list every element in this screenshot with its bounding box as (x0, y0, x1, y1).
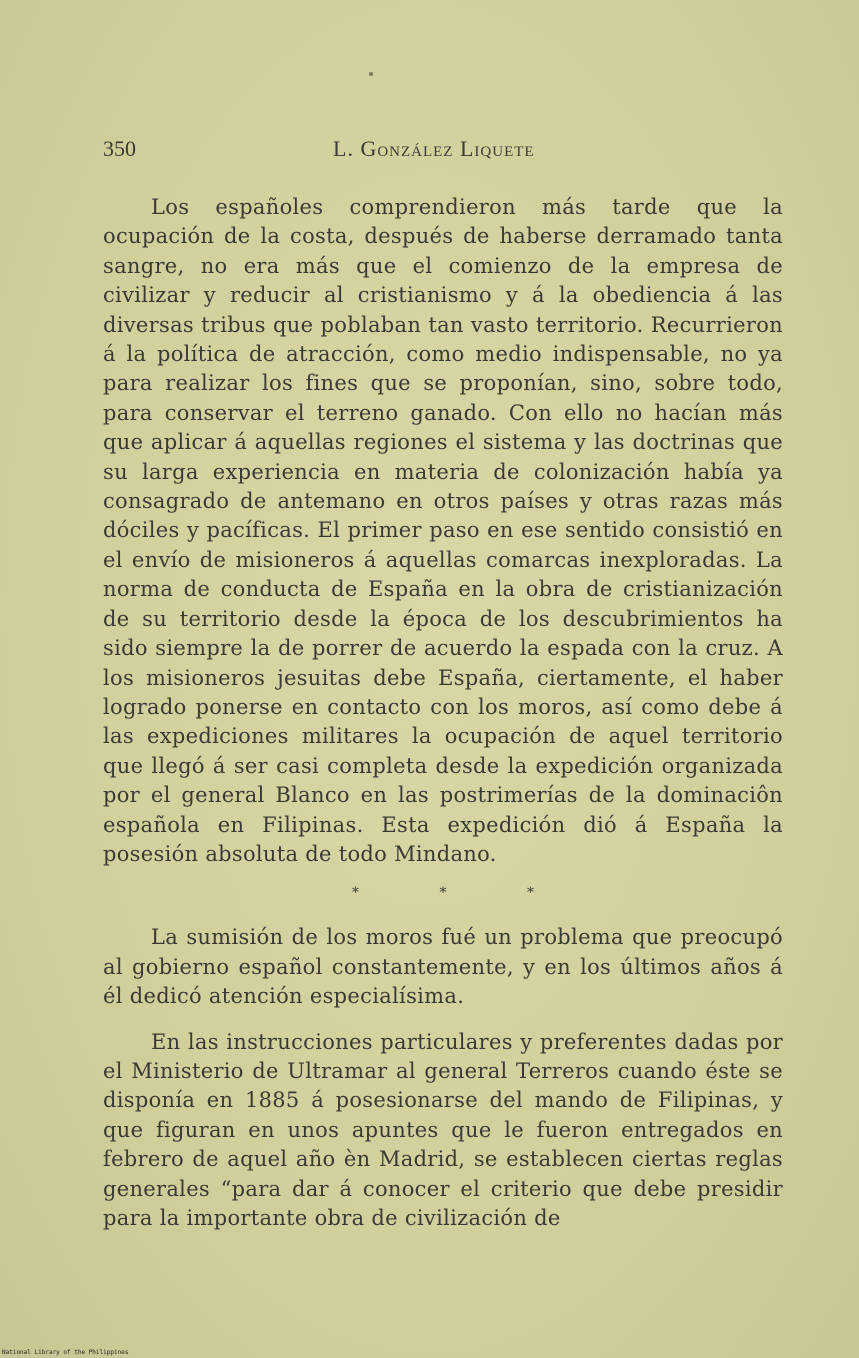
section-separator: * * * (352, 885, 572, 902)
paragraph-1: Los españoles comprendieron más tarde que la ocupación de la costa, después de haberse derramado tanta sangre, no era más que el comienzo de la empresa de civilizar y reducir al cristianismo y á la obediencia á las diversas tribus que poblaban tan vasto territorio. Recurrieron á la política de atracción, como medio indispensable, no ya para realizar los fines que se proponían, sino, sobre todo, para conservar el terreno ganado. Con ello no hacían más que aplicar á aquellas regiones el sistema y las doctrinas que su larga experiencia en materia de colonización había ya consagrado de antemano en otros países y otras razas más dóciles y pacíficas. El primer paso en ese sentido consistió en el envío de misioneros á aquellas comarcas inexploradas. La norma de conducta de España en la obra de cristianización de su territorio desde la época de los descubrimientos ha sido siempre la de porrer de acuerdo la espada con la cruz. A los misioneros jesuitas debe España, ciertamente, el haber logrado ponerse en contacto con los moros, así como debe á las expediciones militares la ocupación de aquel territorio que llegó á ser casi completa desde la expedición organizada por el general Blanco en las postrimerías de la dominaciôn española en Filipinas. Esta expedición dió á España la posesión absoluta de todo Mindano. (103, 195, 783, 866)
running-title: L. González Liquete (333, 136, 535, 161)
page-header (103, 136, 603, 166)
paragraph-2: La sumisión de los moros fué un problema que preocupó al gobierno español constantemente, y en los últimos años á él dedicó atención especialísima. (103, 925, 783, 1009)
paragraph-3: En las instrucciones particulares y preferentes dadas por el Ministerio de Ultramar al general Terreros cuando éste se disponía en 1885 á posesionarse del mando de Filipinas, y que figuran en unos apuntes que le fueron entregados en febrero de aquel año èn Madrid, se establecen ciertas reglas generales “para dar á conocer el criterio que debe presidir para la importante obra de civilización de (103, 1029, 783, 1230)
ink-speck (369, 72, 373, 76)
library-watermark: National Library of the Philippines (2, 1349, 129, 1356)
body-text (103, 193, 783, 1233)
page-number: 350 (103, 136, 136, 161)
